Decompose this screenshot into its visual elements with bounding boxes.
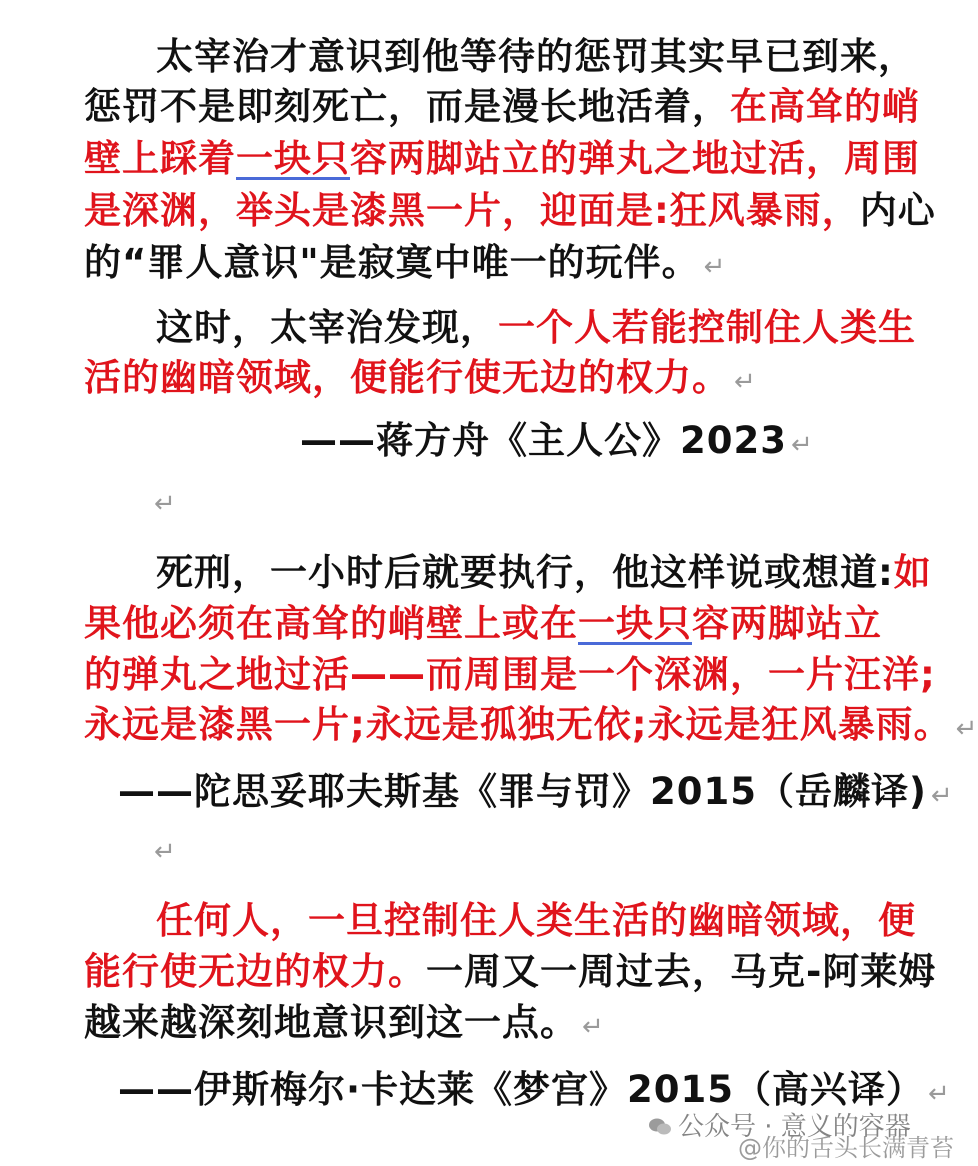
p1-line-4: 是深渊，举头是漆黑一片，迎面是:狂风暴雨，内心	[84, 189, 936, 232]
wechat-icon	[648, 1117, 672, 1137]
watermark-account: 公众号 · 意义的容器	[648, 1106, 911, 1143]
return-mark-icon: ↵	[955, 714, 978, 744]
p1-line-1: 太宰治才意识到他等待的惩罚其实早已到来，	[156, 35, 916, 78]
p3-line-4: 永远是漆黑一片;永远是孤独无依;永远是狂风暴雨。 ↵	[84, 703, 978, 746]
return-mark-icon: ↵	[154, 489, 176, 519]
p2-line-2: 活的幽暗领域，便能行使无边的权力。 ↵	[84, 356, 757, 399]
p3-line-3: 的弹丸之地过活——而周围是一个深渊，一片汪洋;	[84, 653, 936, 696]
return-mark-icon: ↵	[790, 430, 814, 460]
p1-line-2: 惩罚不是即刻死亡，而是漫长地活着，在高耸的峭	[84, 85, 920, 128]
return-mark-icon: ↵	[734, 367, 757, 397]
p4-line-3: 越来越深刻地意识到这一点。 ↵	[84, 1001, 605, 1044]
p3-line-2: 果他必须在高耸的峭壁上或在一块只容两脚站立	[84, 602, 882, 645]
p4-citation: ——伊斯梅尔·卡达莱《梦宫》2015（高兴译） ↵	[118, 1068, 951, 1111]
return-mark-icon: ↵	[582, 1012, 605, 1042]
p2-citation: ——蒋方舟《主人公》2023 ↵	[300, 419, 814, 462]
return-mark-icon: ↵	[928, 1079, 951, 1109]
return-mark-icon: ↵	[930, 781, 954, 811]
p2-line-1: 这时，太宰治发现，一个人若能控制住人类生	[156, 306, 916, 349]
p4-line-1: 任何人，一旦控制住人类生活的幽暗领域，便	[156, 899, 916, 942]
return-mark-icon: ↵	[154, 837, 176, 867]
p4-line-2: 能行使无边的权力。一周又一周过去，马克-阿莱姆	[84, 950, 937, 993]
p1-line-3: 壁上踩着一块只容两脚站立的弹丸之地过活，周围	[84, 137, 920, 180]
p3-line-1: 死刑，一小时后就要执行，他这样说或想道:如	[156, 551, 932, 594]
p3-citation: ——陀思妥耶夫斯基《罪与罚》2015（岳麟译) ↵	[118, 770, 954, 813]
p1-line-5: 的“罪人意识"是寂寞中唯一的玩伴。 ↵	[84, 241, 727, 284]
watermark-weibo: @你的舌头长满青苔	[738, 1134, 954, 1162]
return-mark-icon: ↵	[703, 252, 727, 282]
